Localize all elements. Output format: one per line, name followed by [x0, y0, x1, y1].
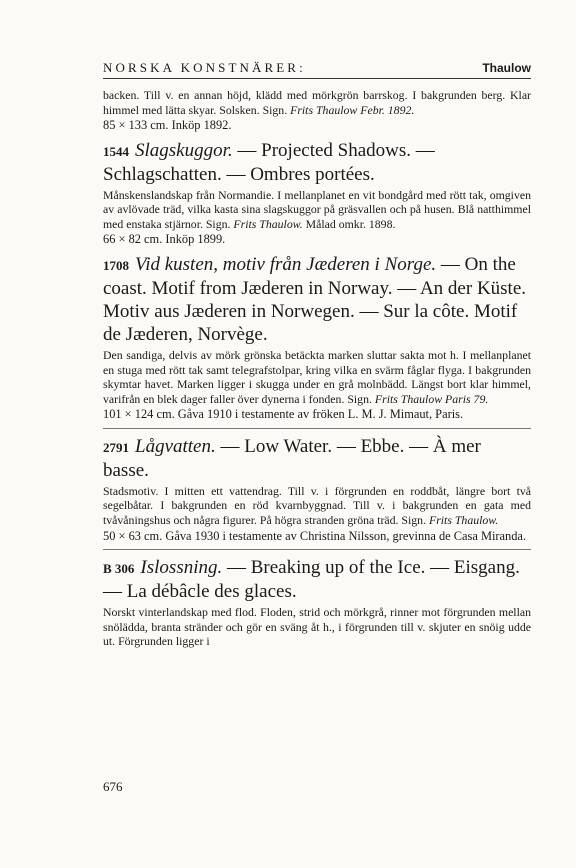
entry-title: 2791 Lågvatten. — Low Water. — Ebbe. — À mer basse. — [103, 435, 481, 481]
signature: Frits Thaulow Paris 79. — [374, 391, 489, 406]
signature: Frits Thaulow. — [428, 513, 499, 528]
entry-description: Månskenslandskap från Normandie. I mellanplanet en vit bondgård med rött tak, omgiven av avlövade träd, vilka kasta sina slagskuggor på gräsvallen och på husen. Blå natthimmel med enstaka stjärnor. Sign. Frits Thaulow. Målad omkr. 1898. — [103, 187, 531, 231]
entry-number: 2791 — [103, 439, 129, 455]
catalog-entry — [103, 253, 531, 423]
catalog-entry — [103, 556, 531, 649]
divider — [103, 549, 531, 550]
entry-description: Den sandiga, delvis av mörk grönska betäckta marken sluttar sakta mot h. I mellanplanet en stuga med rött tak samt telegrafstolpar, kring vilka en svärm fåglar flyga. I bakgrunden skymtar havet. Marken ligger i skugga under en grå molnbädd. Längst bort klar himmel, varifrån en blek dager faller över dynerna i fonden. Sign. Frits Thaulow Paris 79. — [103, 347, 531, 406]
entry-description: backen. Till v. en annan höjd, klädd med mörkgrön barrskog. I bakgrunden berg. Klar himmel med lätta skyar. Solsken. Sign. Frits Thaulow Febr. 1892. — [103, 88, 531, 117]
entry-title: 1544 Slagskuggor. — Projected Shadows. — Schlagschatten. — Ombres portées. — [103, 139, 435, 185]
entry-number: 1544 — [103, 143, 129, 159]
catalog-entry — [103, 435, 531, 544]
entry-title: 1708 Vid kusten, motiv från Jæderen i Norge. — On the coast. Motif from Jæderen in Norway. — An der Küste. Motiv aus Jæderen in Norwegen. — Sur la côte. Motif de Jæderen, Norvège. — [103, 253, 527, 345]
page-number: 676 — [103, 779, 123, 794]
entry-number: 1708 — [103, 257, 129, 273]
signature: Frits Thaulow Febr. 1892. — [290, 102, 415, 117]
entry-meta: 50 × 63 cm. Gåva 1930 i testamente av Christina Nilsson, grevinna de Casa Miranda. — [103, 528, 527, 543]
entry-meta: 101 × 124 cm. Gåva 1910 i testamente av fröken L. M. J. Mimaut, Paris. — [103, 407, 464, 422]
running-header — [103, 60, 531, 79]
signature: Frits Thaulow. — [233, 216, 303, 231]
entry-description: Norskt vinterlandskap med flod. Floden, strid och mörkgrå, rinner mot förgrunden mellan snölädda, branta stränder och gör en sväng åt h., i förgrunden till v. skjuter en snöig udde ut. Förgrunden ligger i — [103, 605, 531, 649]
entry-title: B 306 Islossning. — Breaking up of the Ice. — Eisgang. — La débâcle des glaces. — [103, 557, 520, 603]
entry-meta: 66 × 82 cm. Inköp 1899. — [103, 232, 226, 247]
catalog-page — [103, 60, 531, 649]
header-artist-name: Thaulow — [482, 61, 531, 75]
entry-description: Stadsmotiv. I mitten ett vattendrag. Till v. i förgrunden en roddbåt, längre bort två segelbåtar. I bakgrunden en röd kvarnbyggnad. Till v. i bakgrunden en gata med tvåvåningshus och några figurer. På högra stranden gröna träd. Sign. Frits Thaulow. — [103, 483, 531, 528]
header-section-title: NORSKA KONSTNÄRER: — [103, 60, 306, 75]
entry-meta: 85 × 133 cm. Inköp 1892. — [103, 118, 232, 133]
catalog-entry — [103, 139, 531, 248]
divider — [103, 428, 531, 429]
entry-continued — [103, 88, 531, 134]
entry-number: B 306 — [103, 561, 135, 577]
